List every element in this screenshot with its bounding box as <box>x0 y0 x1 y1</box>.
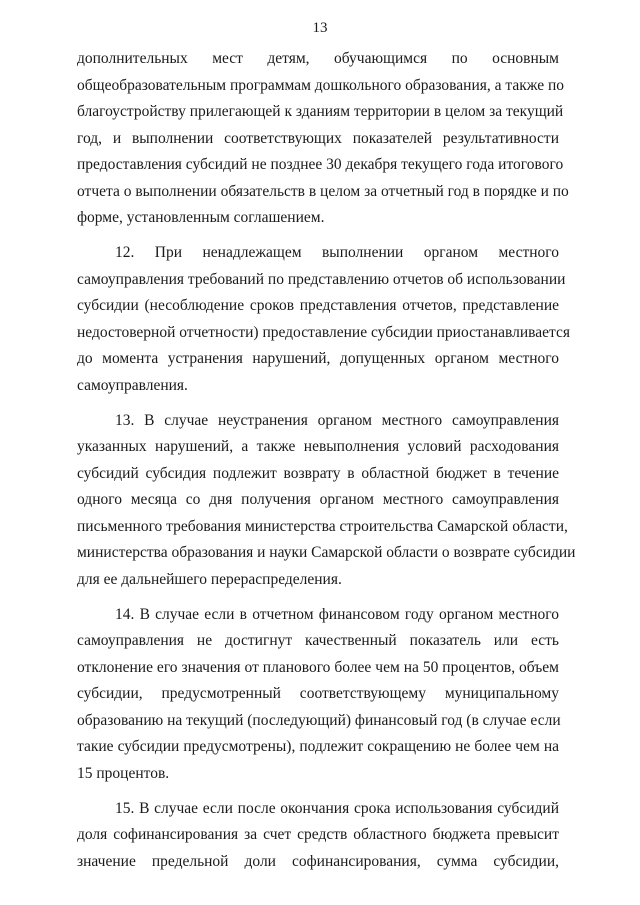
text-line: год, и выполнении соответствующих показателей результативности <box>77 129 559 147</box>
text-line: значение предельной доли софинансирования, сумма субсидии, <box>77 852 559 870</box>
document-body <box>77 46 576 875</box>
text-line: недостоверной отчетности) предоставление субсидии приостанавливается <box>77 323 570 341</box>
text-line: доля софинансирования за счет средств областного бюджета превысит <box>77 826 559 844</box>
paragraph-14 <box>77 602 559 788</box>
paragraph-continuation <box>77 46 569 232</box>
text-line: 13. В случае неустранения органом местного самоуправления <box>115 411 559 429</box>
text-line: до момента устранения нарушений, допущенных органом местного <box>77 350 559 368</box>
text-line: 14. В случае если в отчетном финансовом году органом местного <box>115 605 559 623</box>
text-line: для ее дальнейшего перераспределения. <box>77 570 342 588</box>
text-line: субсидий субсидия подлежит возврату в областной бюджет в течение <box>77 464 559 482</box>
text-line: самоуправления не достигнут качественный показатель или есть <box>77 632 559 650</box>
text-line: указанных нарушений, а также невыполнения условий расходования <box>77 438 559 456</box>
text-line: образованию на текущий (последующий) финансовый год (в случае если <box>77 711 561 729</box>
paragraph-13 <box>77 408 576 594</box>
text-line: самоуправления. <box>77 376 188 394</box>
page-number: 13 <box>312 20 328 36</box>
text-line: отчета о выполнении обязательств в целом за отчетный год в порядке и по <box>77 182 569 200</box>
text-line: общеобразовательным программам дошкольного образования, а также по <box>77 76 565 94</box>
text-line: благоустройству прилегающей к зданиям территории в целом за текущий <box>77 103 564 120</box>
text-line: дополнительных мест детям, обучающимся по основным <box>77 50 559 67</box>
text-line: министерства образования и науки Самарской области о возврате субсидии <box>77 544 576 562</box>
text-line: форме, установленным соглашением. <box>77 209 325 226</box>
text-line: письменного требования министерства строительства Самарской области, <box>77 517 568 535</box>
text-line: такие субсидии предусмотрены), подлежит сокращению не более чем на <box>77 738 559 756</box>
text-line: субсидии, предусмотренный соответствующему муниципальному <box>77 685 559 703</box>
text-line: самоуправления требований по представлению отчетов об использовании <box>77 270 566 288</box>
paragraph-12 <box>77 240 570 399</box>
text-line: 15. В случае если после окончания срока использования субсидий <box>115 799 559 817</box>
paragraph-15 <box>77 796 559 876</box>
text-line: предоставления субсидий не позднее 30 декабря текущего года итогового <box>77 156 564 173</box>
text-line: 15 процентов. <box>77 764 170 782</box>
text-line: отклонение его значения от планового более чем на 50 процентов, объем <box>77 658 559 676</box>
text-line: субсидии (несоблюдение сроков представления отчетов, представление <box>77 297 559 315</box>
text-line: одного месяца со дня получения органом местного самоуправления <box>77 491 559 509</box>
text-line: 12. При ненадлежащем выполнении органом местного <box>115 244 559 262</box>
